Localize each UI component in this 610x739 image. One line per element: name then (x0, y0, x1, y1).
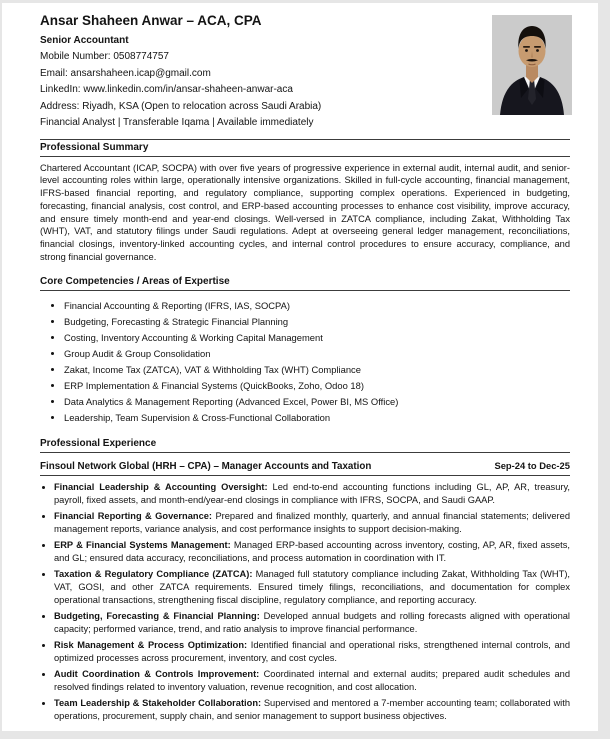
bullet-label: Taxation & Regulatory Compliance (ZATCA): (54, 569, 253, 580)
competency-item: • Budgeting, Forecasting & Strategic Financial Planning (64, 314, 570, 330)
resume-page (2, 3, 598, 731)
competency-item: • Data Analytics & Management Reporting (Advanced Excel, Power BI, MS Office) (64, 394, 570, 410)
bullet-label: ERP & Financial Systems Management: (54, 540, 231, 551)
experience-bullet-list (40, 481, 570, 723)
contact-email: Email: ansarshaheen.icap@gmail.com (40, 67, 211, 79)
contact-tagline: Financial Analyst | Transferable Iqama | Available immediately (40, 117, 314, 128)
profile-photo (492, 15, 572, 115)
candidate-title: Senior Accountant (40, 35, 129, 46)
bullet-text: Supervised and mentored a 7-member accounting team; collaborated with operations, procurement, supply chain, and senior management to support business objectives. (54, 698, 570, 722)
experience-bullet (54, 568, 570, 606)
job-header-row (40, 458, 570, 476)
competency-item: • Group Audit & Group Consolidation (64, 346, 570, 362)
bullet-label: Team Leadership & Stakeholder Collaboration: (54, 698, 262, 709)
experience-bullet (54, 668, 570, 694)
bullet-text: Led end-to-end accounting functions including GL, AP, AR, treasury, payroll, fixed assets, and month-end/year-end closings in compliance with IFRS, SOCPA, and Saudi GAAP. (54, 481, 570, 505)
bullet-label: Financial Leadership & Accounting Oversight: (54, 481, 268, 492)
section-heading-professional-experience: Professional Experience (40, 436, 570, 453)
contact-address: Address: Riyadh, KSA (Open to relocation across Saudi Arabia) (40, 100, 322, 112)
competency-item: • Costing, Inventory Accounting & Working Capital Management (64, 330, 570, 346)
experience-bullet (54, 481, 570, 507)
bullet-text: Managed full statutory compliance including Zakat, Withholding Tax (WHT), VAT, GOSI, and other ZATCA requirements. Ensured timely filings, reconciliations, and documentation for complex operational transactions, strengthening fiscal discipline, regulatory compliance, and reporting accuracy. (54, 569, 570, 605)
competency-item: • Zakat, Income Tax (ZATCA), VAT & Withholding Tax (WHT) Compliance (64, 362, 570, 378)
job-dates: Sep-24 to Dec-25 (494, 459, 570, 471)
competency-item: • Leadership, Team Supervision & Cross-Functional Collaboration (64, 410, 570, 426)
bullet-label: Audit Coordination & Controls Improvement: (54, 669, 260, 680)
experience-bullet (54, 539, 570, 565)
bullet-text: Coordinated internal and external audits; prepared audit schedules and resolved findings related to inventory valuation, revenue recognition, and cost allocation. (54, 669, 570, 693)
professional-summary-text: Chartered Accountant (ICAP, SOCPA) with over five years of progressive experience in external audit, internal audit, and senior-level accounting roles within large, operationally intensive organizations. Skilled in full-cycle accounting, financial management, IFRS-based financial reporting, and regulatory compliance, supporting complex operations. Experienced in budgeting, forecasting, financial analysis, cost control, and ERP-based accounting processes to enhance cost visibility, improve accuracy, and ensure timely month-end and year-end closings. Well-versed in ZATCA compliance, including Zakat, Withholding Tax (WHT), VAT, and statutory filings under Saudi regulations. Adept at overseeing general ledger management, reconciliations, financial closings, inventory-linked accounting cycles, and internal control procedures to ensure accuracy, compliance, and strong financial governance. (40, 162, 570, 263)
bullet-label: Risk Management & Process Optimization: (54, 640, 248, 651)
bullet-text: Identified financial and operational risks, strengthened internal controls, and optimized processes across procurement, inventory, and cost cycles. (54, 640, 570, 663)
competency-item: • Financial Accounting & Reporting (IFRS, IAS, SOCPA) (64, 298, 570, 314)
experience-bullet (54, 610, 570, 636)
experience-bullet (54, 697, 570, 723)
bullet-text: Developed annual budgets and rolling forecasts aligned with operational capacity; performed variance, trend, and ratio analysis to improve financial performance. (54, 611, 571, 634)
competency-item: • ERP Implementation & Financial Systems (QuickBooks, Zoho, Odoo 18) (64, 378, 570, 394)
section-heading-professional-summary: Professional Summary (40, 139, 570, 157)
bullet-label: Budgeting, Forecasting & Financial Planning: (54, 611, 260, 622)
candidate-name: Ansar Shaheen Anwar – ACA, CPA (40, 13, 262, 28)
bullet-label: Financial Reporting & Governance: (54, 510, 213, 521)
experience-bullet (54, 639, 570, 665)
experience-bullet (54, 510, 570, 536)
contact-mobile: Mobile Number: 0508774757 (40, 51, 169, 62)
resume-header (40, 13, 570, 132)
job-title: Finsoul Network Global (HRH – CPA) – Manager Accounts and Taxation (40, 460, 372, 472)
contact-linkedin: LinkedIn: www.linkedin.com/in/ansar-shaheen-anwar-aca (40, 84, 293, 95)
bullet-text: Prepared and finalized monthly, quarterly, and annual financial statements; delivered management reports, variance analysis, and cost performance insights to support decision-making. (54, 510, 570, 534)
section-heading-core-competencies: Core Competencies / Areas of Expertise (40, 274, 570, 291)
competency-list (40, 298, 570, 426)
profile-photo-placeholder (492, 15, 572, 115)
bullet-text: Managed ERP-based accounting across inventory, costing, AP, AR, fixed assets, and GL; ensured data accuracy, reconciliations, and process automation in coordination with IT. (54, 540, 570, 563)
